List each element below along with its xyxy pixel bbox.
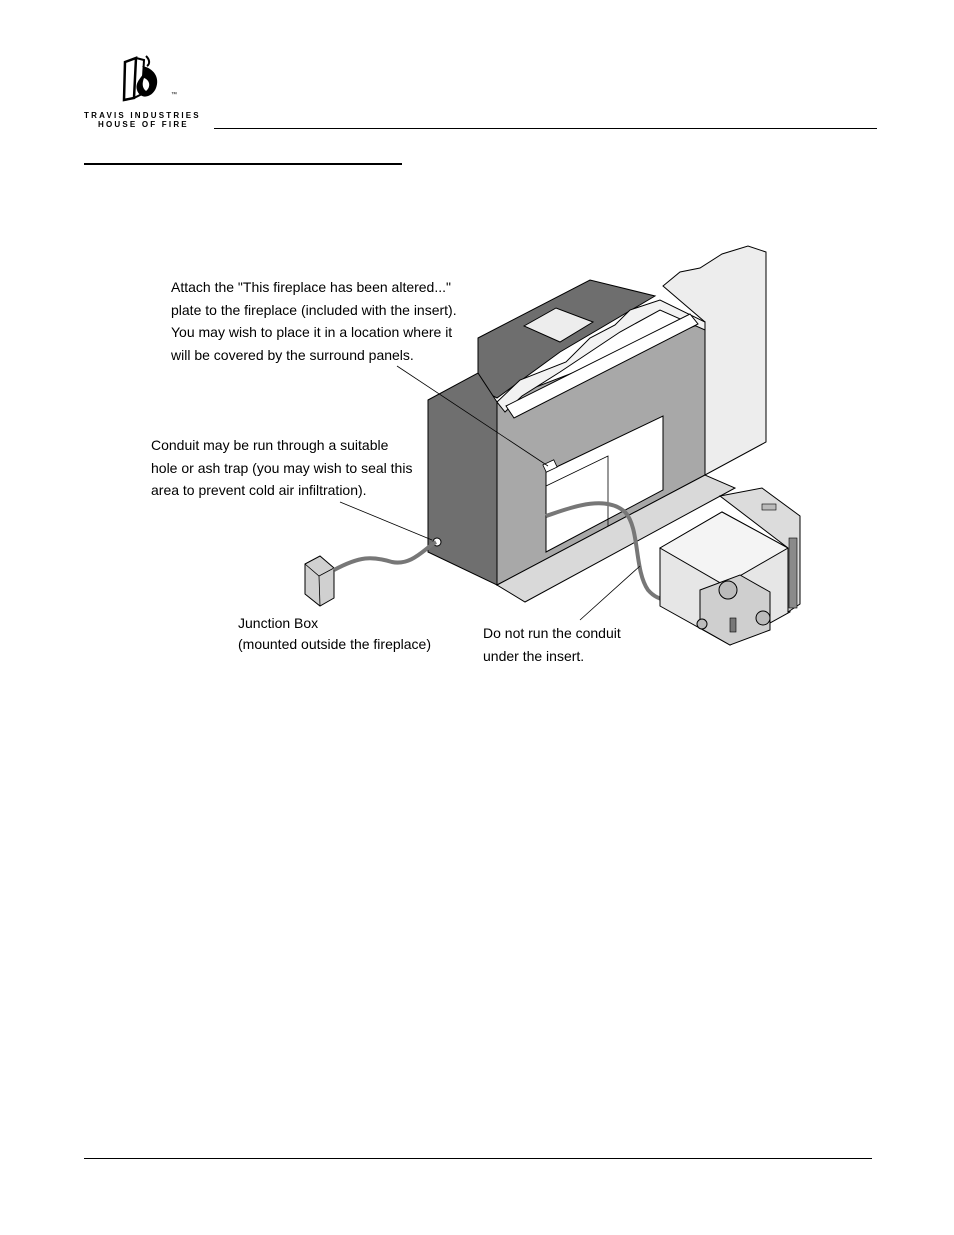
callout-junction-box [238, 613, 431, 655]
callout-line: Junction Box [238, 615, 319, 631]
callout-line: Conduit may be run through a suitable [151, 437, 389, 453]
callout-line: will be covered by the surround panels. [171, 346, 414, 363]
footer-rule [84, 1158, 872, 1159]
callout-line: Attach the "This fireplace has been altered..." [171, 279, 451, 295]
callout-plate [171, 276, 457, 366]
brand-tagline: HOUSE OF FIRE [98, 120, 189, 129]
conduit-leader [340, 502, 432, 540]
callout-line: plate to the fireplace (included with the insert). [171, 301, 457, 318]
callout-line: area to prevent cold air infiltration). [151, 482, 367, 498]
callout-line: (mounted outside the fireplace) [238, 636, 431, 652]
conduit-left [334, 542, 436, 570]
callout-no-conduit-under [483, 622, 621, 668]
brand-name: TRAVIS INDUSTRIES [84, 111, 201, 120]
firebox-left-side [428, 373, 497, 585]
trademark-mark: ™ [171, 92, 177, 98]
callout-line: hole or ash trap (you may wish to seal this [151, 459, 413, 476]
callout-conduit [151, 434, 412, 502]
callout-line: Do not run the conduit [483, 625, 621, 641]
no-conduit-leader [580, 566, 640, 620]
callout-line: under the insert. [483, 648, 585, 664]
callout-line: You may wish to place it in a location where it [171, 324, 453, 340]
